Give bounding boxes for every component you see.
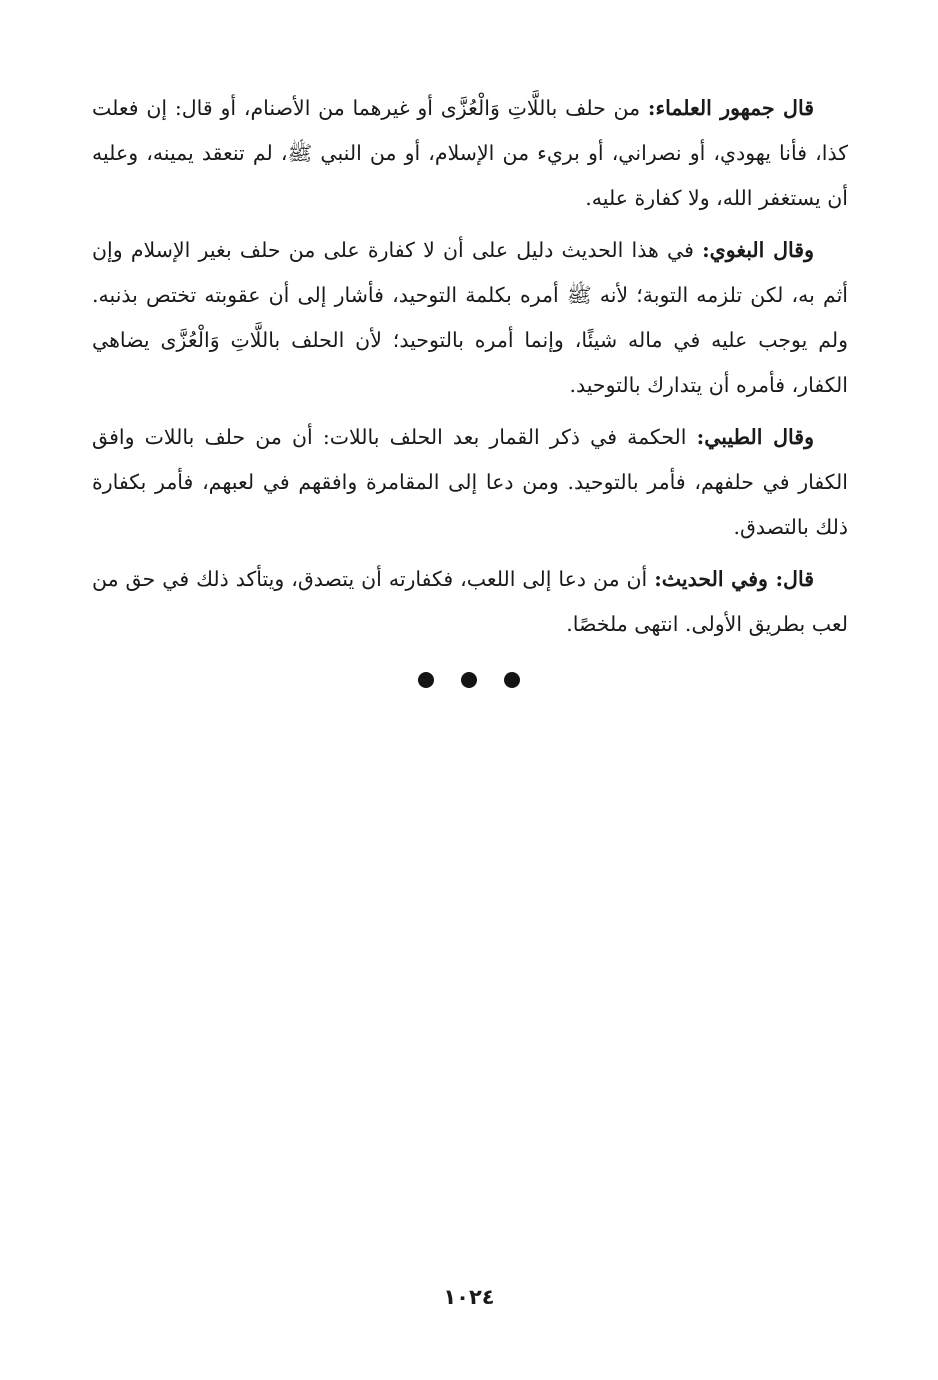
paragraph-text: أن من دعا إلى اللعب، فكفارته أن يتصدق، ويتأكد ذلك في حق من لعب بطريق الأولى. انتهى ملخصًا.	[92, 567, 848, 636]
paragraph-text: من حلف باللَّاتِ وَالْعُزَّى أو غيرهما من الأصنام، أو قال: إن فعلت كذا، فأنا يهودي، أو نصراني، أو بريء من الإسلام، أو من النبي ﷺ، لم تنعقد يمينه، وعليه أن يستغفر الله، ولا كفارة عليه.	[92, 96, 848, 210]
paragraph-jumhur	[92, 86, 848, 221]
section-divider	[0, 672, 938, 688]
divider-dot	[461, 672, 477, 688]
paragraph-lead: قال جمهور العلماء:	[647, 96, 815, 120]
divider-dot	[504, 672, 520, 688]
paragraph-lead: وقال الطيبي:	[696, 425, 814, 449]
paragraph-lead: وقال البغوي:	[702, 238, 814, 262]
paragraph-tibi	[92, 415, 848, 550]
page-number: ١٠٢٤	[443, 1285, 495, 1309]
body-text	[92, 86, 848, 654]
paragraph-lead: قال: وفي الحديث:	[654, 567, 814, 591]
paragraph-text: الحكمة في ذكر القمار بعد الحلف باللات: أن من حلف باللات وافق الكفار في حلفهم، فأمر بالتوحيد. ومن دعا إلى المقامرة وافقهم في لعبهم، فأمر بكفارة ذلك بالتصدق.	[92, 425, 848, 539]
paragraph-text: في هذا الحديث دليل على أن لا كفارة على من حلف بغير الإسلام وإن أثم به، لكن تلزمه التوبة؛ لأنه ﷺ أمره بكلمة التوحيد، فأشار إلى أن عقوبته تختص بذنبه. ولم يوجب عليه في ماله شيئًا، وإنما أمره بالتوحيد؛ لأن الحلف باللَّاتِ وَالْعُزَّى يضاهي الكفار، فأمره أن يتدارك بالتوحيد.	[92, 238, 848, 397]
paragraph-hadith	[92, 557, 848, 647]
divider-dot	[418, 672, 434, 688]
paragraph-baghawi	[92, 228, 848, 408]
